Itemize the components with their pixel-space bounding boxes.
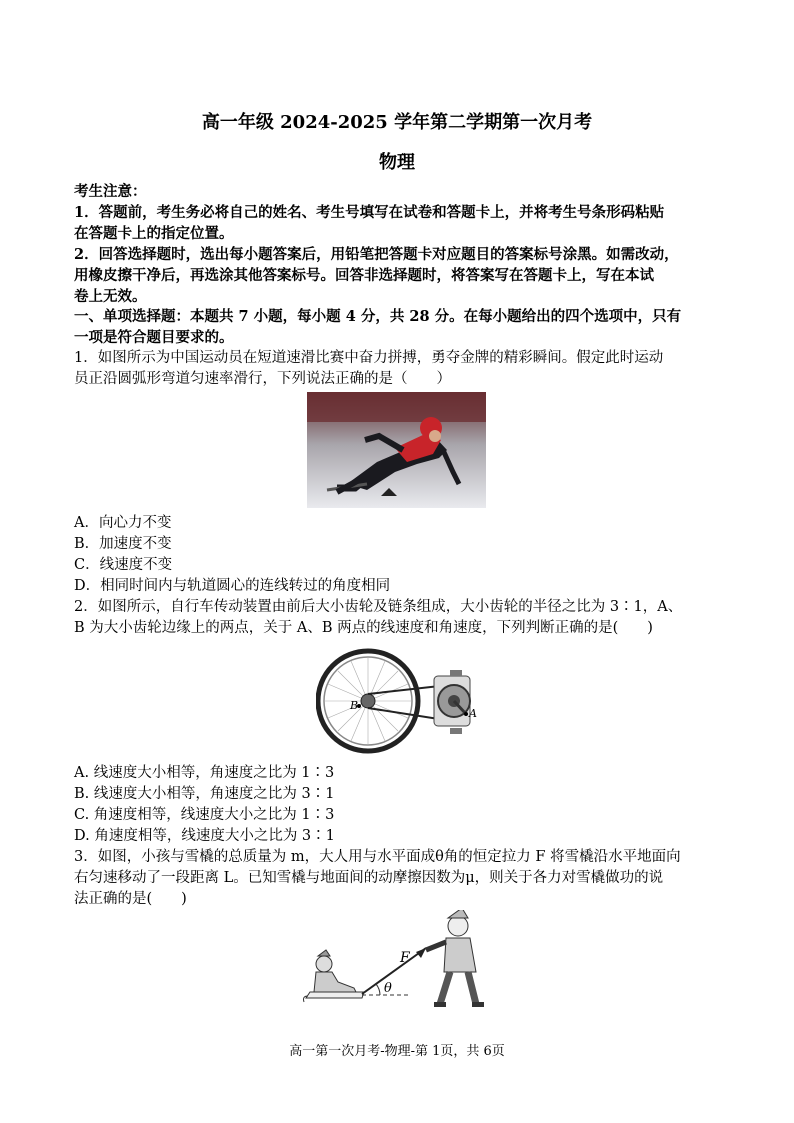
q1-option-b: B．加速度不变 (74, 536, 172, 552)
q3-stem-line-2: 右匀速移动了一段距离 L。已知雪橇与地面间的动摩擦因数为μ，则关于各力对雪橇做功的说 (74, 870, 664, 886)
notice-item-2-line-2: 用橡皮擦干净后，再选涂其他答案标号。回答非选择题时，将答案写在答题卡上，写在本试 (74, 267, 654, 284)
point-a-label: A (469, 707, 477, 720)
q2-option-d: D. 角速度相等，线速度大小之比为 3∶1 (74, 828, 335, 844)
q1-stem-line-2: 员正沿圆弧形弯道匀速率滑行，下列说法正确的是（ ） (74, 371, 451, 387)
q3-stem-line-3: 法正确的是( ) (74, 891, 187, 907)
section-1-heading-line-1: 一、单项选择题：本题共 7 小题，每小题 4 分，共 28 分。在每小题给出的四个选项中，只有 (74, 308, 682, 325)
notice-heading: 考生注意： (74, 183, 147, 200)
q1-option-a: A．向心力不变 (74, 515, 172, 531)
q2-option-c: C. 角速度相等，线速度大小之比为 1∶3 (74, 807, 335, 823)
notice-item-1-line-2: 在答题卡上的指定位置。 (74, 225, 234, 242)
q2-stem-line-2: B 为大小齿轮边缘上的两点，关于 A、B 两点的线速度和角速度，下列判断正确的是( ) (74, 620, 653, 636)
q2-bicycle-gear-diagram (316, 646, 488, 758)
exam-title: 高一年级 2024-2025 学年第二学期第一次月考 (201, 112, 593, 133)
notice-item-2-line-1: 2．回答选择题时，选出每小题答案后，用铅笔把答题卡对应题目的答案标号涂黑。如需改动， (74, 246, 679, 263)
q1-option-c: C．线速度不变 (74, 557, 173, 573)
section-1-heading-line-2: 一项是符合题目要求的。 (74, 329, 234, 346)
page-footer: 高一第一次月考-物理-第 1页，共 6页 (289, 1044, 505, 1059)
theta-label: θ (384, 981, 392, 996)
q2-option-b: B. 线速度大小相等，角速度之比为 3∶1 (74, 786, 335, 802)
q3-sled-diagram (300, 910, 500, 1010)
q3-stem-line-1: 3．如图，小孩与雪橇的总质量为 m，大人用与水平面成θ角的恒定拉力 F 将雪橇沿水平地面向 (74, 849, 681, 865)
point-b-label: B (350, 699, 359, 712)
q2-stem-line-1: 2．如图所示，自行车传动装置由前后大小齿轮及链条组成，大小齿轮的半径之比为 3∶1，A、 (74, 599, 683, 615)
q1-stem-line-1: 1．如图所示为中国运动员在短道速滑比赛中奋力拼搏，勇夺金牌的精彩瞬间。假定此时运动 (74, 350, 664, 366)
notice-item-2-line-3: 卷上无效。 (74, 288, 147, 305)
q1-skater-photo (307, 392, 486, 508)
force-f-label: F (400, 950, 410, 966)
q2-option-a: A. 线速度大小相等，角速度之比为 1∶3 (74, 765, 335, 781)
q1-option-d: D．相同时间内与轨道圆心的连线转过的角度相同 (74, 578, 391, 594)
notice-item-1-line-1: 1．答题前，考生务必将自己的姓名、考生号填写在试卷和答题卡上，并将考生号条形码粘贴 (74, 204, 665, 221)
subject-title: 物理 (379, 152, 415, 173)
